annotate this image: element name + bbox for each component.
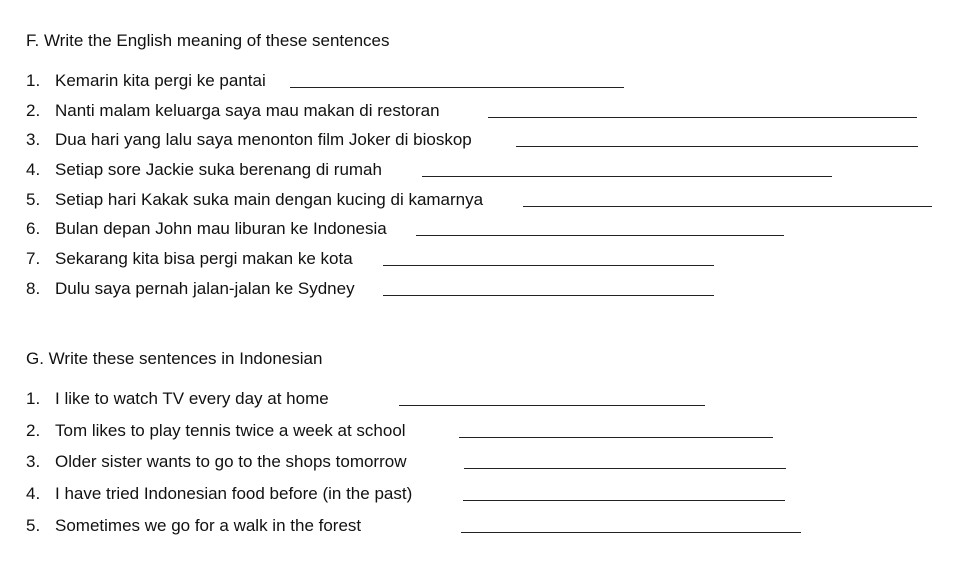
item-number: 2. bbox=[26, 421, 41, 440]
item-number: 3. bbox=[26, 130, 41, 149]
item-text: Tom likes to play tennis twice a week at school bbox=[55, 421, 406, 440]
section-g-title: G. Write these sentences in Indonesian bbox=[26, 349, 323, 368]
answer-line-f4[interactable] bbox=[422, 176, 832, 177]
item-text: Dua hari yang lalu saya menonton film Joker di bioskop bbox=[55, 130, 472, 149]
item-number: 1. bbox=[26, 389, 41, 408]
item-text: Sometimes we go for a walk in the forest bbox=[55, 516, 362, 535]
item-text: Setiap hari Kakak suka main dengan kucing di kamarnya bbox=[55, 190, 484, 209]
answer-line-g5[interactable] bbox=[461, 532, 801, 533]
item-text: Setiap sore Jackie suka berenang di rumah bbox=[55, 160, 382, 179]
answer-line-f2[interactable] bbox=[488, 117, 917, 118]
item-number: 4. bbox=[26, 160, 41, 179]
item-number: 4. bbox=[26, 484, 41, 503]
section-f-title: F. Write the English meaning of these sentences bbox=[26, 31, 390, 50]
item-number: 6. bbox=[26, 219, 41, 238]
answer-line-f5[interactable] bbox=[523, 206, 932, 207]
answer-line-g4[interactable] bbox=[463, 500, 785, 501]
answer-line-f8[interactable] bbox=[383, 295, 714, 296]
item-text: Dulu saya pernah jalan-jalan ke Sydney bbox=[55, 279, 355, 298]
item-number: 5. bbox=[26, 516, 41, 535]
item-text: I like to watch TV every day at home bbox=[55, 389, 329, 408]
answer-line-f1[interactable] bbox=[290, 87, 624, 88]
item-number: 2. bbox=[26, 101, 41, 120]
item-text: Bulan depan John mau liburan ke Indonesia bbox=[55, 219, 387, 238]
item-text: I have tried Indonesian food before (in the past) bbox=[55, 484, 413, 503]
item-text: Nanti malam keluarga saya mau makan di restoran bbox=[55, 101, 440, 120]
item-number: 1. bbox=[26, 71, 41, 90]
item-text: Kemarin kita pergi ke pantai bbox=[55, 71, 266, 90]
answer-line-g2[interactable] bbox=[459, 437, 773, 438]
item-number: 7. bbox=[26, 249, 41, 268]
answer-line-f7[interactable] bbox=[383, 265, 714, 266]
item-number: 8. bbox=[26, 279, 41, 298]
item-text: Sekarang kita bisa pergi makan ke kota bbox=[55, 249, 353, 268]
answer-line-g3[interactable] bbox=[464, 468, 786, 469]
item-text: Older sister wants to go to the shops tomorrow bbox=[55, 452, 407, 471]
answer-line-f3[interactable] bbox=[516, 146, 918, 147]
item-number: 5. bbox=[26, 190, 41, 209]
item-number: 3. bbox=[26, 452, 41, 471]
answer-line-f6[interactable] bbox=[416, 235, 784, 236]
answer-line-g1[interactable] bbox=[399, 405, 705, 406]
